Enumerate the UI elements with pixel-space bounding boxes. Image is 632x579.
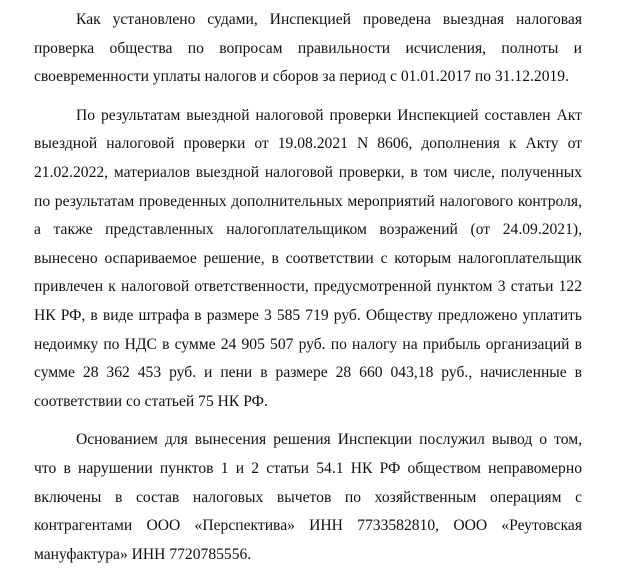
document-body [34,6,582,579]
paragraph-inspection-scope: Как установлено судами, Инспекцией проведена выездная налоговая проверка общества по вопросам правильности исчисления, полноты и своевременности уплаты налогов и сборов за период с 01.01.2017 по 31.12.2019. [34,11,582,86]
paragraph-audit-results: По результатам выездной налоговой проверки Инспекцией составлен Акт выездной налоговой проверки от 19.08.2021 N 8606, дополнения к Акту от 21.02.2022, материалов выездной налоговой проверки, в том числе, полученных по результатам проведенных дополнительных мероприятий налогового контроля, а также представленных налогоплательщиком возражений (от 24.09.2021), вынесено оспариваемое решение, в соответствии с которым налогоплательщик привлечен к налоговой ответственности, предусмотренной пунктом 3 статьи 122 НК РФ, в виде штрафа в размере 3 585 719 руб. Обществу предложено уплатить недоимку по НДС в сумме 24 905 507 руб. по налогу на прибыль организаций в сумме 28 362 453 руб. и пени в размере 28 660 043,18 руб., начисленные в соответствии со статьей 75 НК РФ. [34,106,582,410]
paragraph-decision-grounds: Основанием для вынесения решения Инспекции послужил вывод о том, что в нарушении пунктов 1 и 2 статьи 54.1 НК РФ обществом неправомерно включены в состав налоговых вычетов по хозяйственным операциям с контрагентами ООО «Перспектива» ИНН 7733582810, ООО «Реутовская мануфактура» ИНН 7720785556. [34,431,582,563]
